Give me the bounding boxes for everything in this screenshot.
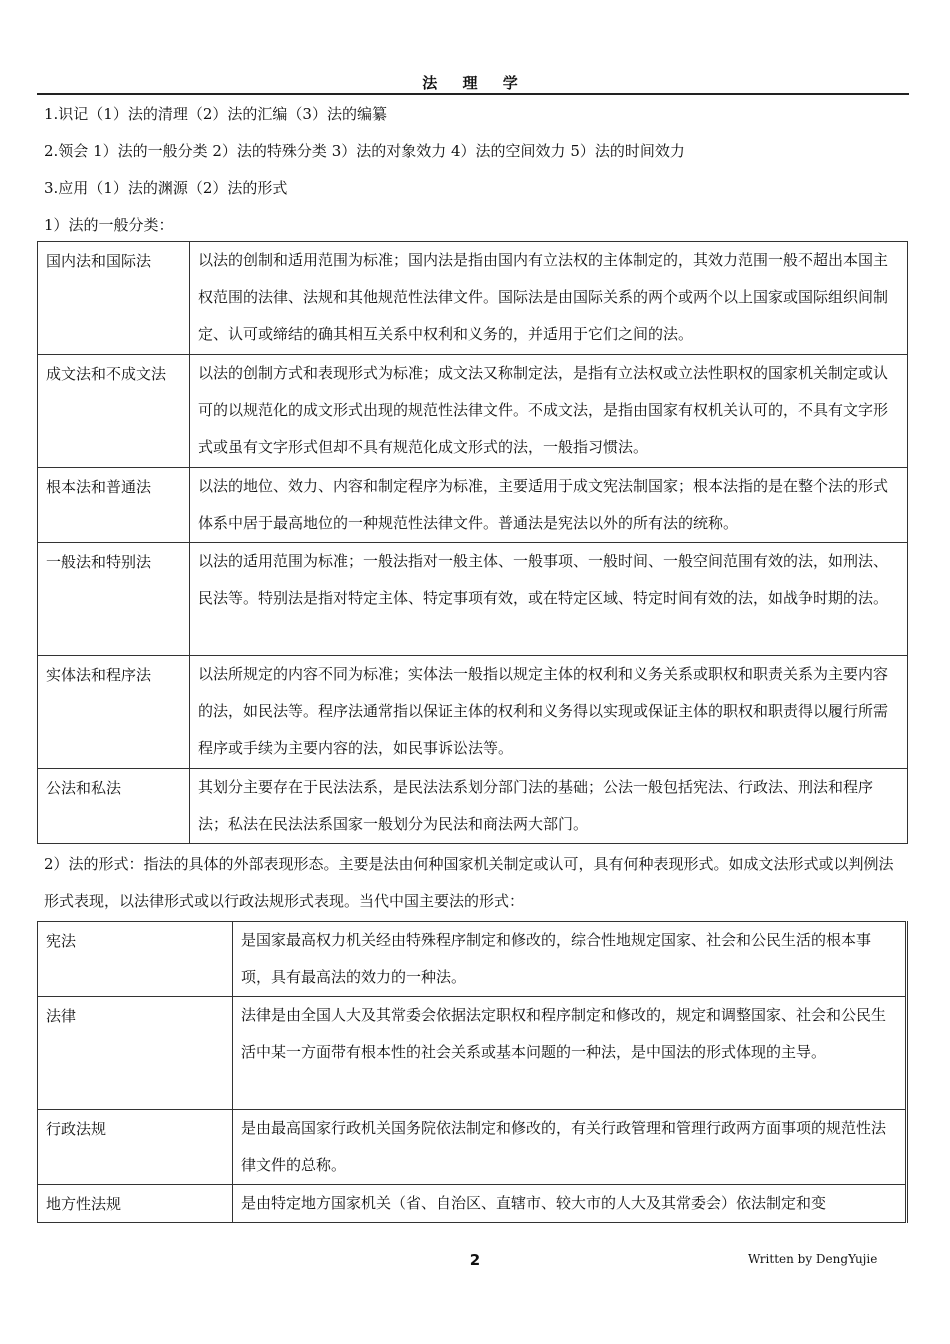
table-row — [38, 1185, 907, 1223]
term-cell: 宪法 — [38, 922, 233, 997]
term-cell: 公法和私法 — [38, 769, 190, 844]
table-row — [38, 543, 908, 656]
description-cell — [233, 997, 907, 1110]
description-cell — [190, 656, 908, 769]
term-cell: 地方性法规 — [38, 1185, 233, 1223]
description-text: 以法的适用范围为标准；一般法指对一般主体、一般事项、一般时间、一般空间范围有效的法，如刑法、民法等。特别法是指对特定主体、特定事项有效，或在特定区域、特定时间有效的法，如战争时期的法。 — [198, 552, 889, 607]
description-text: 其划分主要存在于民法法系，是民法法系划分部门法的基础；公法一般包括宪法、行政法、刑法和程序法；私法在民法法系国家一般划分为民法和商法两大部门。 — [198, 778, 874, 833]
term-cell: 实体法和程序法 — [38, 656, 190, 769]
description-text: 以法的创制和适用范围为标准；国内法是指由国内有立法权的主体制定的，其效力范围一般不超出本国主权范围的法律、法规和其他规范性法律文件。国际法是由国际关系的两个或两个以上国家或国际组织间制定、认可或缔结的确其相互关系中权利和义务的，并适用于它们之间的法。 — [198, 251, 889, 343]
description-text: 以法的地位、效力、内容和制定程序为标准，主要适用于成文宪法制国家；根本法指的是在整个法的形式体系中居于最高地位的一种规范性法律文件。普通法是宪法以外的所有法的统称。 — [198, 477, 889, 532]
description-cell — [190, 468, 908, 543]
description-text: 以法的创制方式和表现形式为标准；成文法又称制定法，是指有立法权或立法性职权的国家机关制定或认可的以规范化的成文形式出现的规范性法律文件。不成文法，是指由国家有权机关认可的，不具有文字形式或虽有文字形式但却不具有规范化成文形式的法，一般指习惯法。 — [198, 364, 889, 456]
description-text: 以法所规定的内容不同为标准；实体法一般指以规定主体的权利和义务关系或职权和职责关系为主要内容的法，如民法等。程序法通常指以保证主体的权利和义务得以实现或保证主体的职权和职责得以履行所需程序或手续为主要内容的法，如民事诉讼法等。 — [198, 665, 889, 757]
table-row — [38, 468, 908, 543]
section-heading-classification: 1）法的一般分类： — [44, 216, 174, 234]
table-row — [38, 1110, 907, 1185]
legal-forms-table — [37, 921, 908, 1223]
table-row — [38, 242, 908, 355]
term-cell: 行政法规 — [38, 1110, 233, 1185]
table-row — [38, 656, 908, 769]
page-title: 法 理 学 — [422, 74, 528, 92]
table-row — [38, 922, 907, 997]
table-row — [38, 769, 908, 844]
description-cell — [190, 242, 908, 355]
header-divider — [37, 93, 909, 95]
page-number: 2 — [469, 1251, 481, 1269]
intro-line-memorize: 1.识记（1）法的清理（2）法的汇编（3）法的编纂 — [44, 105, 387, 123]
intro-line-apply: 3.应用（1）法的渊源（2）法的形式 — [44, 179, 288, 197]
description-cell — [190, 543, 908, 656]
description-cell — [233, 922, 907, 997]
description-text: 法律是由全国人大及其常委会依据法定职权和程序制定和修改的，规定和调整国家、社会和公民生活中某一方面带有根本性的社会关系或基本问题的一种法，是中国法的形式体现的主导。 — [241, 1006, 887, 1061]
description-text: 是由特定地方国家机关（省、自治区、直辖市、较大市的人大及其常委会）依法制定和变 — [241, 1194, 827, 1212]
classification-table — [37, 241, 908, 844]
table-row — [38, 355, 908, 468]
term-cell: 国内法和国际法 — [38, 242, 190, 355]
term-cell: 根本法和普通法 — [38, 468, 190, 543]
term-cell: 法律 — [38, 997, 233, 1110]
description-cell — [233, 1110, 907, 1185]
description-cell — [233, 1185, 907, 1223]
description-cell — [190, 355, 908, 468]
author-credit: Written by DengYujie — [748, 1252, 878, 1266]
description-text: 是由最高国家行政机关国务院依法制定和修改的，有关行政管理和管理行政两方面事项的规范性法律文件的总称。 — [241, 1119, 887, 1174]
description-cell — [190, 769, 908, 844]
section-intro-forms: 2）法的形式：指法的具体的外部表现形态。主要是法由何种国家机关制定或认可，具有何种表现形式。如成文法形式或以判例法形式表现，以法律形式或以行政法规形式表现。当代中国主要法的形式： — [44, 855, 894, 910]
description-text: 是国家最高权力机关经由特殊程序制定和修改的，综合性地规定国家、社会和公民生活的根本事项，具有最高法的效力的一种法。 — [241, 931, 872, 986]
intro-line-understand: 2.领会 1）法的一般分类 2）法的特殊分类 3）法的对象效力 4）法的空间效力 5）法的时间效力 — [44, 142, 685, 160]
term-cell: 成文法和不成文法 — [38, 355, 190, 468]
table-row — [38, 997, 907, 1110]
term-cell: 一般法和特别法 — [38, 543, 190, 656]
